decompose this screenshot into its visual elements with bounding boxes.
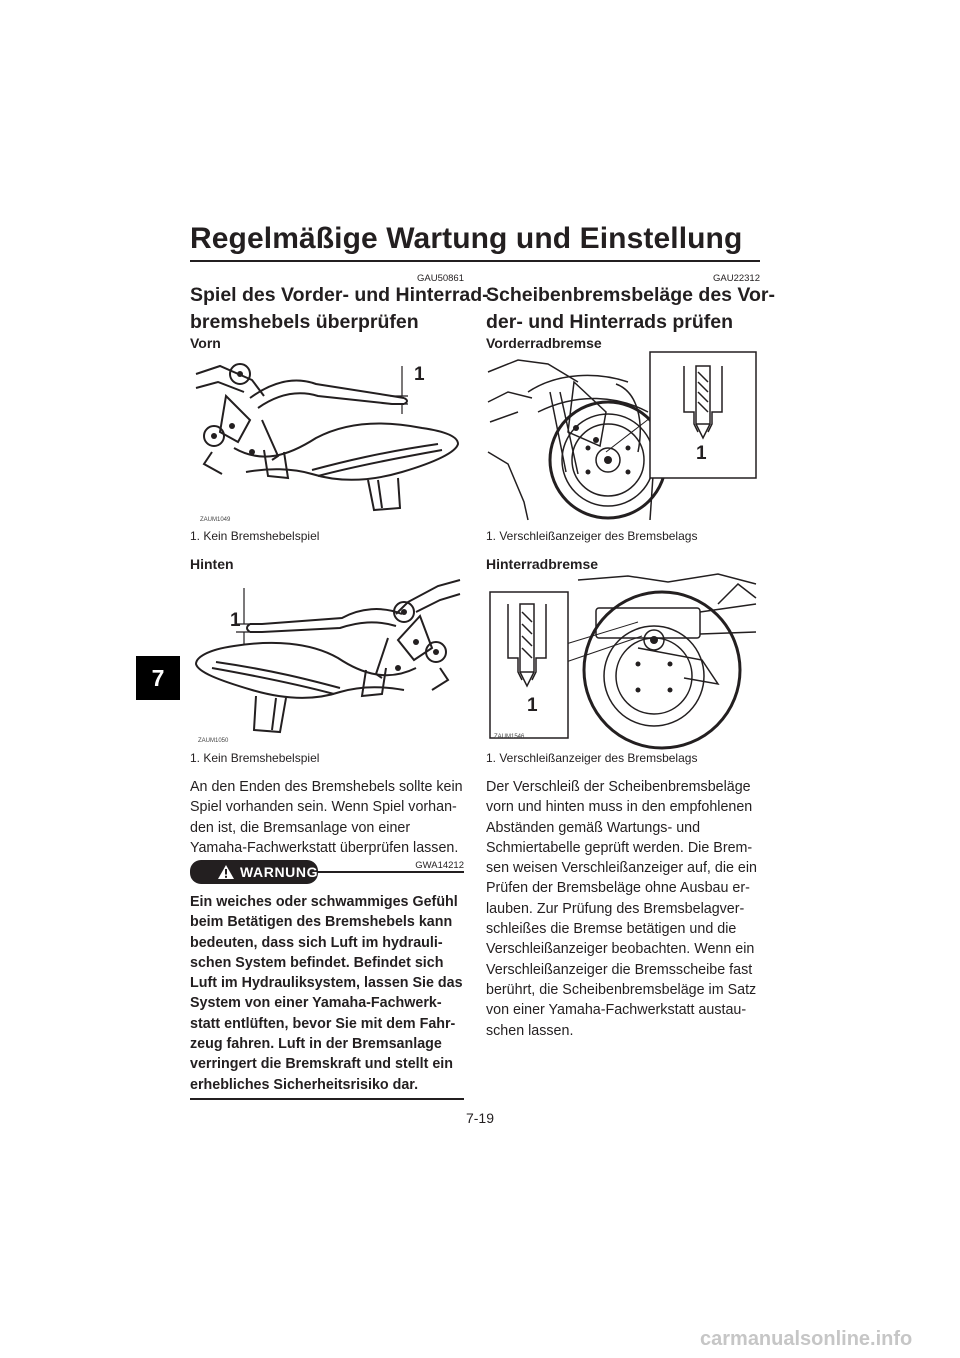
warning-line: Ein weiches oder schwammiges Gefühl <box>190 894 458 910</box>
section-heading-line-1: Scheibenbremsbeläge des Vor- <box>486 284 775 306</box>
page-title: Regelmäßige Wartung und Einstellung <box>190 222 743 255</box>
warning-line: Luft im Hydrauliksystem, lassen Sie das <box>190 975 463 992</box>
figure-callout: 1 <box>230 610 241 631</box>
warning-code: GWA14212 <box>415 860 464 871</box>
subheading-rear-brake: Hinterradbremse <box>486 556 599 572</box>
body-line: lauben. Zur Prüfung des Bremsbelagver- <box>486 900 745 917</box>
header-rule <box>190 260 760 262</box>
section-heading-line-2: der- und Hinterrads prüfen <box>486 311 734 333</box>
body-line: Prüfen der Bremsbeläge ohne Ausbau er- <box>486 880 750 897</box>
body-line: Verschleißanzeiger beobachten. Wenn ein <box>486 941 755 958</box>
figure-caption: 1. Verschleißanzeiger des Bremsbelags <box>486 751 698 765</box>
figure-code: ZAUM1546 <box>494 734 525 740</box>
figure-caption: 1. Kein Bremshebelspiel <box>190 529 320 543</box>
subheading-hinten: Hinten <box>190 556 234 572</box>
warning-line: schen System befindet. Befindet sich <box>190 954 444 971</box>
section-heading-line-2: bremshebels überprüfen <box>190 311 419 333</box>
page-number: 7-19 <box>465 1110 495 1126</box>
warning-top-rule <box>318 871 464 873</box>
figure-caption: 1. Verschleißanzeiger des Bremsbelags <box>486 529 698 543</box>
warning-line: zeug fahren. Luft in der Bremsanlage <box>190 1036 442 1053</box>
figure-code: ZAUM1050 <box>198 738 229 744</box>
body-line: Yamaha-Fachwerkstatt überprüfen lassen. <box>190 839 459 856</box>
warning-line: verringert die Bremskraft und stellt ein <box>190 1056 453 1073</box>
body-line: sen weisen Verschleißanzeiger auf, die ein <box>486 860 758 877</box>
section-heading-line-1: Spiel des Vorder- und Hinterrad- <box>190 284 489 306</box>
warning-line: statt entlüften, bevor Sie mit dem Fahr- <box>190 1015 456 1032</box>
body-line: Der Verschleiß der Scheibenbremsbeläge <box>486 779 751 795</box>
warning-triangle-icon <box>218 865 234 879</box>
body-line: vorn und hinten muss in den empfohlenen <box>486 799 753 816</box>
section-heading <box>486 282 775 336</box>
section-code: GAU22312 <box>712 273 760 284</box>
figure-code: ZAUM1049 <box>200 517 231 523</box>
body-line: An den Enden des Bremshebels sollte kein <box>190 779 463 795</box>
body-line: berührt, die Scheibenbremsbeläge im Satz <box>486 981 757 998</box>
body-paragraph <box>486 777 766 1041</box>
warning-text <box>190 892 470 1095</box>
figure-callout: 1 <box>414 364 425 385</box>
section-heading <box>190 282 489 336</box>
body-line: schen lassen. <box>486 1022 574 1039</box>
subheading-front-brake: Vorderradbremse <box>486 335 602 351</box>
warning-line: bedeuten, dass sich Luft im hydrauli- <box>190 934 443 951</box>
chapter-tab: 7 <box>136 656 180 700</box>
watermark: carmanualsonline.info <box>700 1328 913 1350</box>
warning-badge <box>190 860 318 884</box>
body-line: Abständen gemäß Wartungs- und <box>486 819 701 836</box>
body-line: von einer Yamaha-Fachwerkstatt austau- <box>486 1002 747 1019</box>
body-line: Schmiertabelle geprüft werden. Die Brem- <box>486 839 753 856</box>
warning-bottom-rule <box>190 1098 464 1100</box>
warning-line: System von einer Yamaha-Fachwerk- <box>190 995 442 1012</box>
figure-callout: 1 <box>527 695 538 716</box>
body-line: Verschleißanzeiger die Bremsscheibe fast <box>486 961 753 978</box>
front-brake-illustration <box>488 352 758 520</box>
body-line: schleißes die Bremse betätigen und die <box>486 921 737 938</box>
warning-line: beim Betätigen des Bremshebels kann <box>190 914 453 931</box>
warning-line: erhebliches Sicherheitsrisiko dar. <box>190 1076 419 1093</box>
body-line: den ist, die Bremsanlage von einer <box>190 819 411 836</box>
body-line: Spiel vorhanden sein. Wenn Spiel vorhan- <box>190 799 457 816</box>
figure-caption: 1. Kein Bremshebelspiel <box>190 751 320 765</box>
rear-lever-illustration <box>192 572 464 742</box>
body-paragraph <box>190 777 470 858</box>
figure-callout: 1 <box>696 443 707 464</box>
subheading-vorn: Vorn <box>190 335 221 351</box>
warning-label: WARNUNG <box>240 864 319 880</box>
section-code: GAU50861 <box>416 273 464 284</box>
